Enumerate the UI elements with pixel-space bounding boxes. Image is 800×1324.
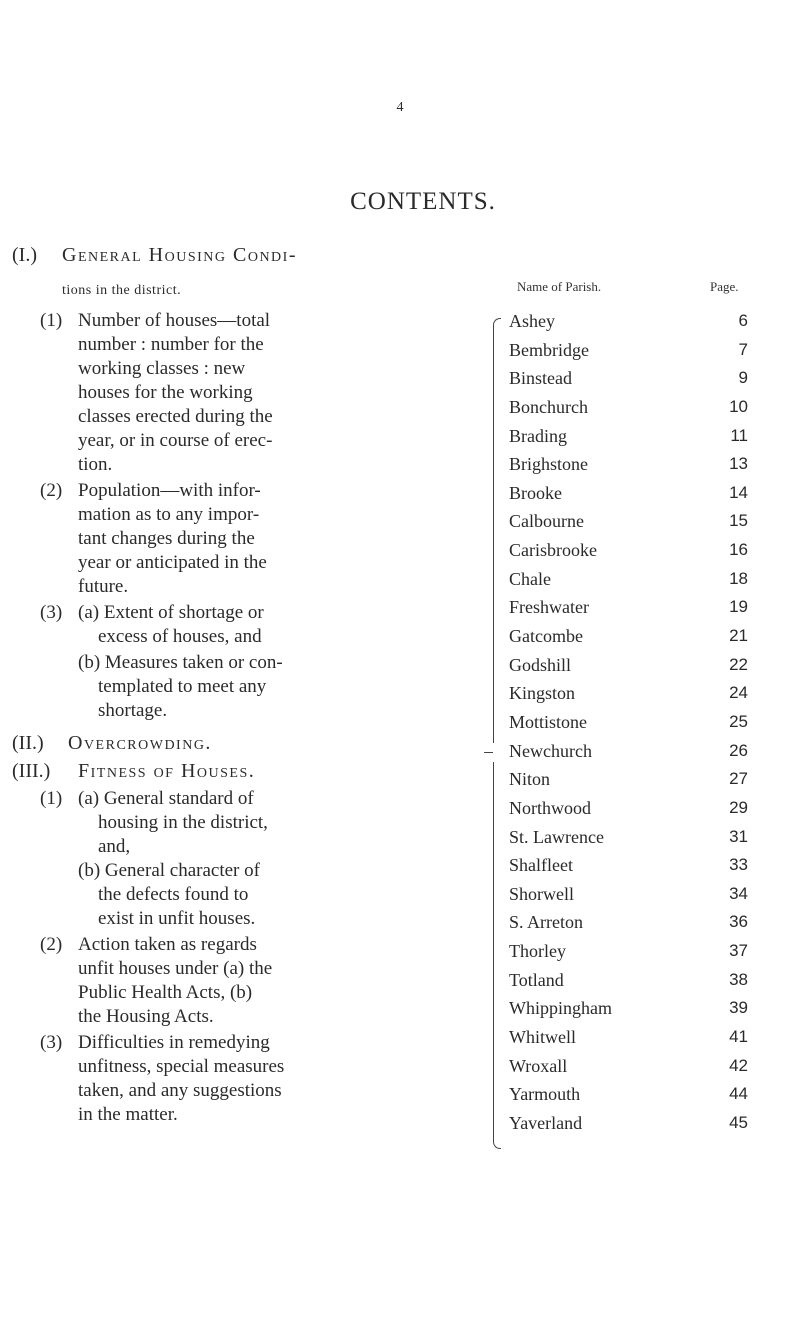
text-line: the Housing Acts.: [78, 1006, 214, 1027]
parish-row: [0, 911, 800, 941]
text-line: Difficulties in remedying: [78, 1032, 270, 1053]
text-line: taken, and any suggestions: [78, 1080, 282, 1101]
parish-row: [0, 768, 800, 798]
parish-page-number: 44: [729, 1084, 748, 1104]
parish-name: Godshill: [509, 654, 572, 675]
parish-page-number: 38: [729, 969, 748, 989]
text-line: year, or in course of erec-: [78, 430, 273, 451]
text-line: in the matter.: [78, 1104, 178, 1125]
index-header-page: Page.: [710, 279, 739, 294]
parish-page-number: 29: [729, 797, 748, 817]
parish-name: Whitwell: [509, 1027, 576, 1047]
parish-page-number: 36: [729, 912, 748, 932]
parish-name: Chale: [509, 568, 551, 589]
parish-name: St. Lawrence: [509, 826, 604, 847]
parish-name: Shalfleet: [509, 855, 573, 876]
text-line: and,: [98, 836, 131, 857]
text-line: Public Health Acts, (b): [78, 982, 253, 1003]
parish-name: Newchurch: [509, 740, 592, 761]
section-3-title: Fitness of Houses.: [78, 760, 256, 782]
text-line: Population—with infor-: [78, 480, 261, 501]
parish-name: Bonchurch: [509, 396, 588, 417]
parish-name: Yarmouth: [509, 1084, 581, 1105]
parish-name: Thorley: [509, 941, 566, 962]
parish-name: Gatcombe: [509, 626, 583, 647]
parish-row: [0, 797, 800, 827]
parish-row: [0, 539, 800, 569]
text-line: housing in the district,: [98, 812, 268, 833]
parish-name: Shorwell: [509, 883, 574, 904]
parish-row: [0, 883, 800, 913]
parish-page-number: 9: [738, 368, 748, 388]
item-1-3-number: (3): [40, 602, 63, 623]
parish-row: [0, 826, 800, 856]
text-line: the defects found to: [98, 884, 249, 905]
parish-name: Carisbrooke: [509, 540, 597, 561]
text-line: exist in unfit houses.: [98, 908, 256, 929]
parish-row: [0, 940, 800, 970]
text-line: shortage.: [98, 700, 168, 721]
parish-row: [0, 1026, 800, 1056]
parish-page-number: 41: [729, 1027, 748, 1046]
section-1-title-cont: tions in the district.: [62, 283, 182, 298]
parish-page-number: 25: [729, 711, 748, 731]
parish-name: S. Arreton: [509, 912, 583, 933]
parish-row: [0, 1083, 800, 1113]
parish-page-number: 33: [729, 855, 748, 875]
item-1-1-number: (1): [40, 310, 63, 331]
text-line: unfitness, special measures: [78, 1056, 285, 1077]
parish-page-number: 37: [729, 941, 748, 961]
parish-page-number: 22: [729, 654, 748, 674]
text-line: tant changes during the: [78, 528, 255, 549]
parish-page-number: 31: [729, 826, 748, 846]
parish-page-number: 15: [729, 511, 748, 531]
parish-page-number: 27: [729, 769, 748, 789]
parish-name: Totland: [509, 969, 564, 990]
section-3-number: (III.): [12, 760, 51, 782]
parish-row: [0, 310, 800, 340]
text-line: excess of houses, and: [98, 626, 262, 647]
text-line: unfit houses under (a) the: [78, 958, 273, 979]
parish-page-number: 13: [729, 454, 748, 474]
parish-name: Wroxall: [509, 1055, 568, 1076]
parish-row: [0, 568, 800, 598]
text-line: (a) Extent of shortage or: [78, 602, 264, 623]
section-1-number: (I.): [12, 244, 37, 266]
page-number: 4: [396, 100, 404, 115]
text-line: templated to meet any: [98, 676, 267, 697]
parish-page-number: 11: [730, 425, 748, 445]
parish-row: [0, 740, 800, 770]
item-1-2-number: (2): [40, 480, 63, 501]
parish-row: [0, 425, 800, 455]
text-line: (b) Measures taken or con-: [78, 652, 283, 673]
parish-row: [0, 1112, 800, 1142]
parish-page-number: 10: [729, 396, 748, 416]
parish-name: Brooke: [509, 482, 562, 503]
parish-name: Ashey: [509, 311, 555, 331]
parish-name: Bembridge: [509, 339, 589, 360]
parish-row: [0, 1055, 800, 1085]
parish-page-number: 14: [729, 482, 748, 502]
parish-name: Calbourne: [509, 511, 584, 532]
parish-row: [0, 997, 800, 1027]
text-line: houses for the working: [78, 382, 253, 403]
parish-name: Niton: [509, 769, 551, 790]
text-line: mation as to any impor-: [78, 504, 260, 525]
parish-page-number: 42: [729, 1055, 748, 1075]
text-line: number : number for the: [78, 334, 264, 355]
text-line: Action taken as regards: [78, 934, 257, 955]
parish-page-number: 34: [729, 883, 748, 903]
parish-page-number: 19: [729, 597, 748, 617]
item-3-2-number: (2): [40, 934, 63, 955]
parish-row: [0, 510, 800, 540]
parish-row: [0, 625, 800, 655]
text-line: future.: [78, 576, 129, 597]
page-title: CONTENTS.: [350, 188, 496, 215]
text-line: tion.: [78, 454, 113, 475]
parish-row: [0, 682, 800, 712]
section-2-number: (II.): [12, 732, 44, 754]
item-3-3-number: (3): [40, 1032, 63, 1053]
parish-page-number: 7: [738, 339, 748, 359]
parish-name: Kingston: [509, 683, 576, 704]
parish-row: [0, 339, 800, 369]
parish-name: Binstead: [509, 368, 572, 389]
text-line: Number of houses—total: [78, 310, 271, 331]
parish-page-number: 24: [729, 683, 748, 703]
parish-row: [0, 654, 800, 684]
parish-page-number: 21: [729, 626, 748, 646]
parish-page-number: 16: [729, 540, 748, 560]
item-3-1-number: (1): [40, 788, 63, 809]
parish-row: [0, 482, 800, 512]
parish-row: [0, 453, 800, 483]
parish-name: Brading: [509, 425, 567, 446]
text-line: working classes : new: [78, 358, 246, 379]
parish-row: [0, 969, 800, 999]
parish-page-number: 45: [729, 1112, 748, 1132]
parish-row: [0, 596, 800, 626]
section-1-title: General Housing Condi-: [62, 244, 297, 266]
text-line: year or anticipated in the: [78, 552, 267, 573]
parish-page-number: 39: [729, 998, 748, 1018]
parish-page-number: 18: [729, 568, 748, 588]
parish-row: [0, 711, 800, 741]
index-header-name: Name of Parish.: [517, 279, 602, 294]
section-2-title: Overcrowding.: [68, 732, 212, 754]
parish-name: Mottistone: [509, 711, 588, 732]
parish-row: [0, 396, 800, 426]
parish-row: [0, 854, 800, 884]
parish-name: Yaverland: [509, 1112, 583, 1133]
parish-name: Brighstone: [509, 454, 588, 475]
parish-name: Whippingham: [509, 998, 612, 1019]
text-line: classes erected during the: [78, 406, 273, 427]
parish-row: [0, 367, 800, 397]
parish-name: Freshwater: [509, 597, 589, 618]
text-line: (b) General character of: [78, 860, 260, 881]
parish-page-number: 26: [729, 740, 748, 760]
text-line: (a) General standard of: [78, 788, 254, 809]
parish-page-number: 6: [738, 311, 748, 330]
parish-name: Northwood: [509, 797, 591, 818]
